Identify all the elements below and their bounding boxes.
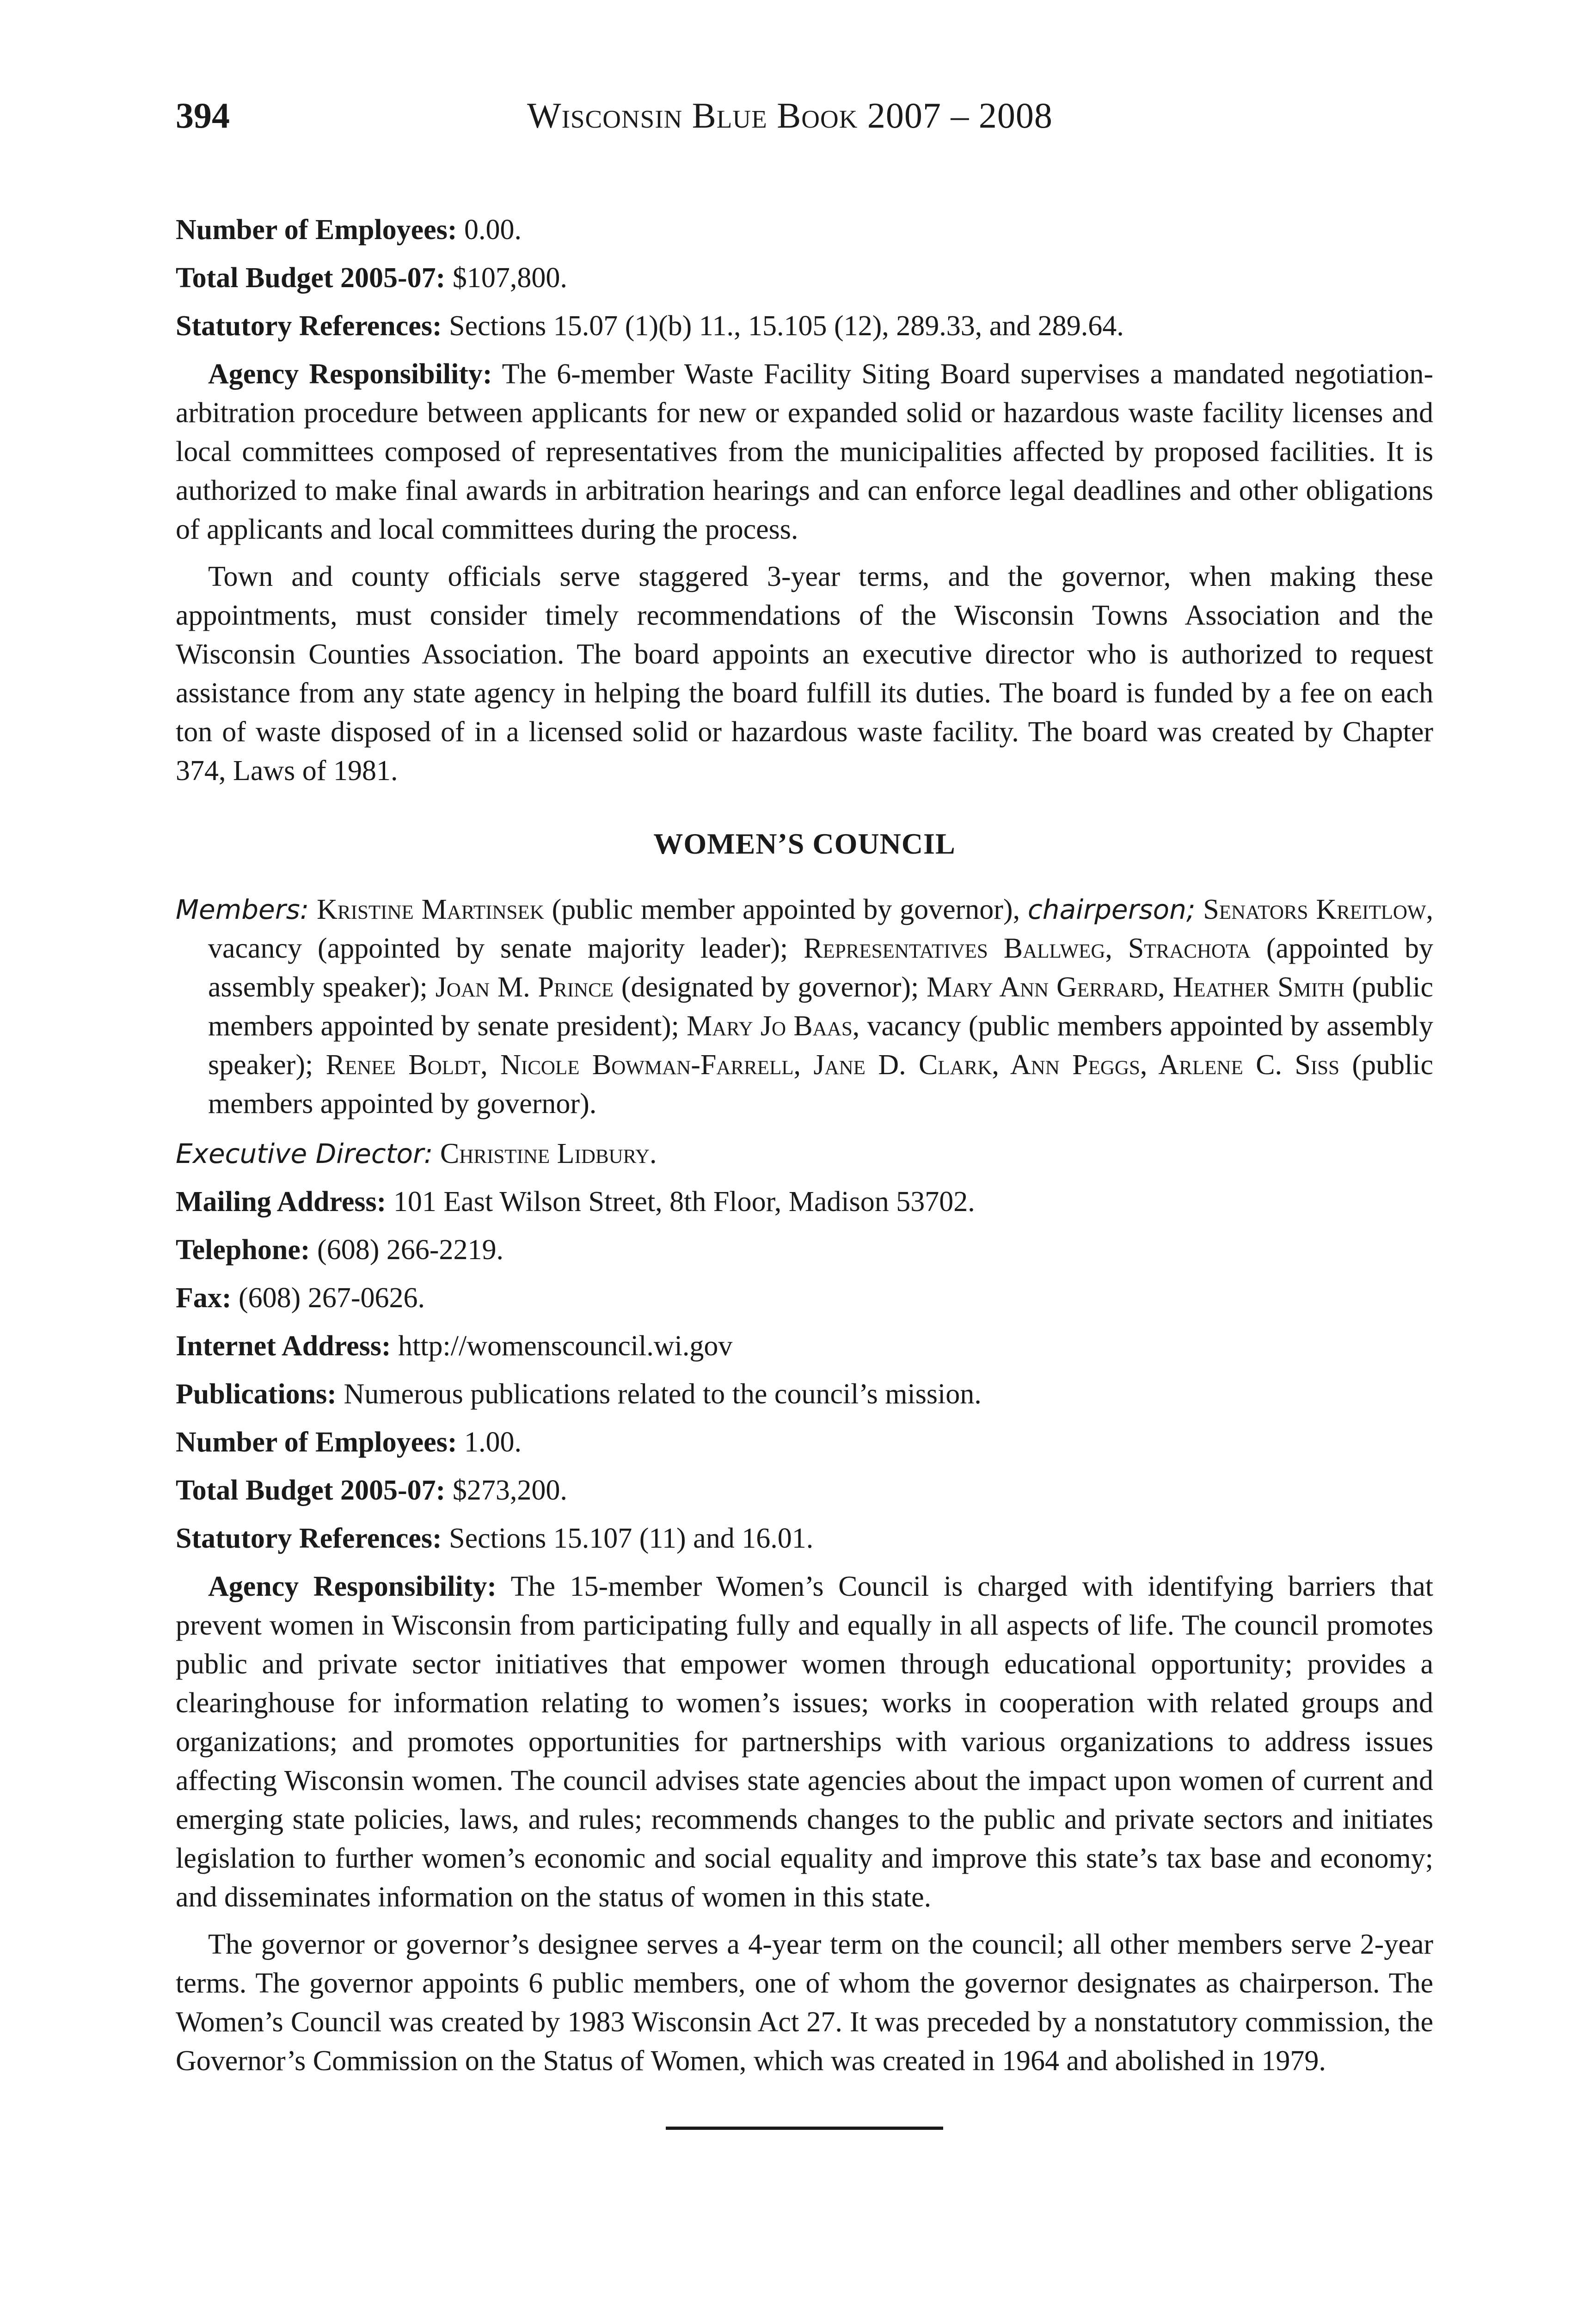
member-name: Senators Kreitlow [1195, 894, 1426, 925]
member-note: (public member appointed by governor), [544, 894, 1028, 925]
council-budget [176, 1471, 1433, 1510]
running-head [176, 88, 1433, 143]
page-number: 394 [176, 95, 230, 135]
field-value: 101 East Wilson Street, 8th Floor, Madison 53702. [386, 1186, 975, 1217]
field-label: Telephone: [176, 1234, 310, 1266]
council-employees [176, 1423, 1433, 1462]
paragraph-text: The 15-member Women’s Council is charged with identifying barriers that prevent women in Wisconsin from participating fully and equally in all aspects of life. The council promotes public and private sector initiatives that empower women through educational opportunity; provides a clearinghouse for information relating to women’s issues; works in cooperation with related groups and organizations; and promotes opportunities for partnerships with various organizations to address issues affecting Wisconsin women. The council advises state agencies about the impact upon women of current and emerging state policies, laws, and rules; recommends changes to the public and private sectors and initiates legislation to further women’s economic and social equality and improve this state’s tax base and economy; and disseminates information on the status of women in this state. [176, 1571, 1434, 1913]
field-label: Number of Employees: [176, 1427, 457, 1458]
members-label: Members: [176, 894, 309, 925]
field-label: Mailing Address: [176, 1186, 387, 1217]
field-value: 0.00. [457, 214, 522, 246]
section-end-rule [666, 2127, 943, 2130]
field-value: Sections 15.07 (1)(b) 11., 15.105 (12), 289.33, and 289.64. [442, 310, 1124, 342]
waste-board-employees [176, 210, 1433, 249]
field-label: Agency Responsibility: [208, 1571, 497, 1602]
website-link[interactable]: http://womenscouncil.wi.gov [391, 1330, 733, 1362]
page-content [176, 210, 1433, 2130]
member-name: Representatives Ballweg, Strachota [804, 933, 1251, 964]
member-name: Mary Ann Gerrard, Heather Smith [927, 972, 1344, 1003]
section-heading: WOMEN’S COUNCIL [653, 827, 956, 860]
field-value: Numerous publications related to the council’s mission. [336, 1378, 982, 1410]
field-value: 1.00. [457, 1427, 522, 1458]
member-note: (designated by governor); [614, 972, 927, 1003]
member-note: , vacancy (appointed by senate majority leader); [208, 894, 1434, 964]
waste-board-paragraph: Town and county officials serve staggered 3-year terms, and the governor, when making these appointments, must consider timely recommendations of the Wisconsin Towns Association and the Wisconsin Counties Association. The board appoints an executive director who is authorized to request assistance from any state agency in helping the board fulfill its duties. The board is funded by a fee on each ton of waste disposed of in a licensed solid or hazardous waste facility. The board was created by Chapter 374, Laws of 1981. [176, 561, 1433, 787]
field-value: (608) 266-2219. [310, 1234, 503, 1266]
field-label: Publications: [176, 1378, 337, 1410]
fax [176, 1279, 1433, 1317]
paragraph-text: The 6-member Waste Facility Siting Board supervises a mandated negotiation-arbitration procedure between applicants for new or expanded solid or hazardous waste facility licenses and local committees composed of representatives from the municipalities affected by proposed facilities. It is authorized to make final awards in arbitration hearings and can enforce legal deadlines and other obligations of applicants and local committees during the process. [176, 358, 1433, 545]
executive-director [176, 1134, 1433, 1173]
member-role: chairperson; [1027, 894, 1196, 925]
field-label: Agency Responsibility: [208, 358, 492, 390]
field-label: Fax: [176, 1282, 232, 1314]
field-value: $107,800. [445, 262, 567, 294]
field-label: Executive Director: [176, 1138, 433, 1169]
book-title: Wisconsin Blue Book 2007 – 2008 [527, 95, 1053, 135]
member-note: (appointed by assembly speaker); [208, 933, 1433, 1003]
field-label: Number of Employees: [176, 214, 457, 246]
field-value: (608) 267-0626. [231, 1282, 425, 1314]
mailing-address [176, 1182, 1433, 1221]
member-note: (public members appointed by senate president); [208, 972, 1434, 1042]
waste-board-budget [176, 258, 1433, 297]
council-paragraph: The governor or governor’s designee serves a 4-year term on the council; all other members serve 2-year terms. The governor appoints 6 public members, one of whom the governor designates as chairperson. The Women’s Council was created by 1983 Wisconsin Act 27. It was preceded by a nonstatutory commission, the Governor’s Commission on the Status of Women, which was created in 1964 and abolished in 1979. [176, 1929, 1433, 2077]
waste-board-agency-responsibility [176, 355, 1433, 549]
field-value: Sections 15.107 (11) and 16.01. [442, 1523, 814, 1554]
internet-address [176, 1327, 1433, 1365]
members-text [176, 890, 1433, 1123]
waste-board-statutory-references [176, 307, 1433, 345]
member-note: , vacancy (public members appointed by assembly speaker); [208, 1010, 1433, 1081]
council-statutory-references [176, 1519, 1433, 1558]
publications [176, 1375, 1433, 1414]
members-list [176, 890, 1433, 1123]
telephone [176, 1230, 1433, 1269]
document-page [176, 88, 1433, 2130]
field-label: Total Budget 2005-07: [176, 262, 446, 294]
field-label: Total Budget 2005-07: [176, 1475, 446, 1506]
director-name: Christine Lidbury. [440, 1138, 657, 1169]
field-value: $273,200. [445, 1475, 567, 1506]
member-name: Mary Jo Baas [687, 1010, 853, 1042]
member-name: Kristine Martinsek [317, 894, 544, 925]
field-label: Statutory References: [176, 310, 442, 342]
council-agency-responsibility [176, 1567, 1433, 1917]
member-name: Joan M. Prince [435, 972, 614, 1003]
field-label: Statutory References: [176, 1523, 442, 1554]
member-note: (public members appointed by governor). [208, 1049, 1433, 1119]
field-label: Internet Address: [176, 1330, 391, 1362]
member-name: Renee Boldt, Nicole Bowman-Farrell, Jane D. Clark, Ann Peggs, Arlene C. Siss [325, 1049, 1339, 1081]
